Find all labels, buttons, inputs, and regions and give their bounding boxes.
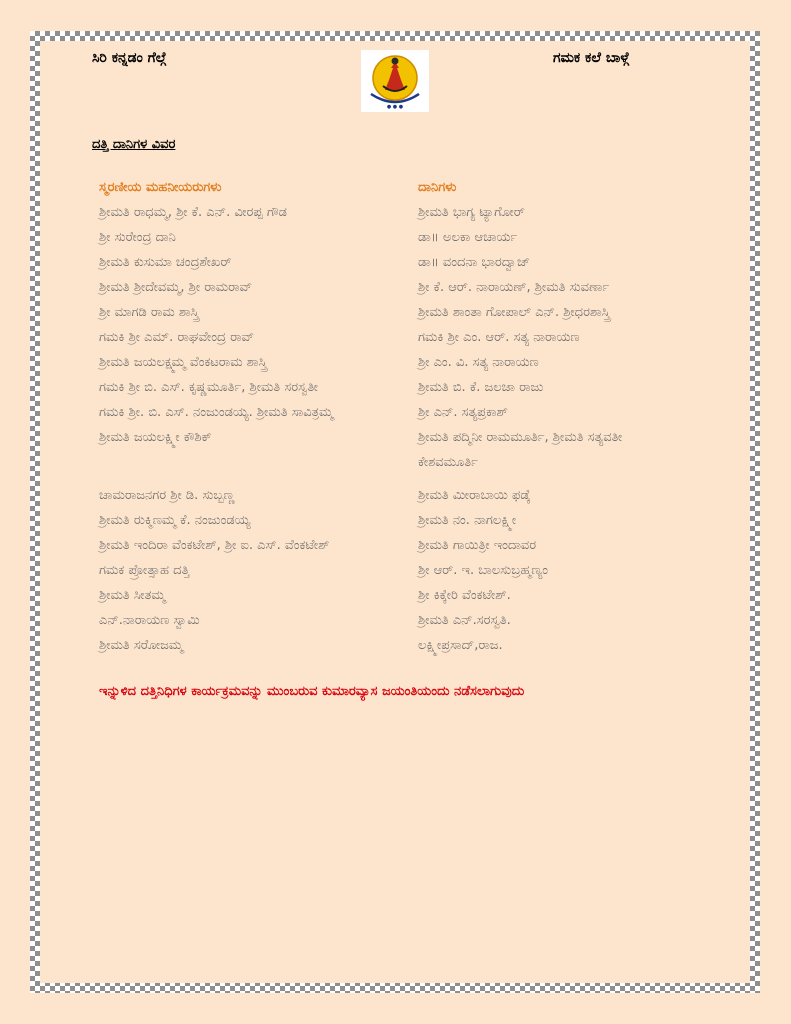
checkered-page-border: [30, 31, 760, 993]
memorial-name: ಗಮಕಿ ಶ್ರೀ. ಬಿ. ಎಸ್. ನಂಜುಂಡಯ್ಯ. ಶ್ರೀಮತಿ ಸಾವಿತ್ರಮ್ಮ: [99, 405, 334, 420]
donor-name: ಗಮಕಿ ಶ್ರೀ ಎಂ. ಆರ್. ಸತ್ಯ ನಾರಾಯಣ: [418, 330, 580, 345]
donor-name: ಶ್ರೀಮತಿ ಶಾಂತಾ ಗೋಪಾಲ್ ಎನ್. ಶ್ರೀಧರಶಾಸ್ತ್ರಿ: [418, 305, 611, 320]
memorial-name: ಶ್ರೀಮತಿ ಜಯಲಕ್ಷ್ಮಮ್ಮ ವೆಂಕಟರಾಮ ಶಾಸ್ತ್ರಿ: [99, 355, 267, 370]
donor-name: ಶ್ರೀಮತಿ ಭಾಗ್ಯ ಟ್ಯಾಗೋರ್: [418, 205, 525, 220]
memorial-name: ಶ್ರೀ ಮಾಗಡಿ ರಾಮ ಶಾಸ್ತ್ರಿ: [99, 305, 199, 320]
donor-name: ಡಾ॥ ಅಲಕಾ ಆಚಾರ್ಯ: [418, 230, 518, 245]
donor-name: ಶ್ರೀಮತಿ ಗಾಯಿತ್ರೀ ಇಂದಾವರ: [418, 538, 537, 553]
donor-name: ಶ್ರೀ ಕೆ. ಆರ್. ನಾರಾಯಣ್, ಶ್ರೀಮತಿ ಸುವರ್ಣಾ: [418, 280, 610, 295]
memorial-name: ಶ್ರೀಮತಿ ಸೀತಮ್ಮ: [99, 588, 166, 603]
memorial-name: ಶ್ರೀಮತಿ ರಾಧಮ್ಮ, ಶ್ರೀ ಕೆ. ಎನ್. ವೀರಪ್ಪ ಗೌಡ: [99, 205, 287, 220]
donor-name: ಶ್ರೀಮತಿ ನಂ. ನಾಗಲಕ್ಷ್ಮೀ: [418, 513, 517, 528]
donor-name: ಶ್ರೀ ಕಿಕ್ಕೇರಿ ವೆಂಕಟೇಶ್.: [418, 588, 511, 603]
donor-name: ಶ್ರೀ ಎನ್. ಸತ್ಯಪ್ರಕಾಶ್: [418, 405, 508, 420]
memorial-name: ಶ್ರೀಮತಿ ರುಕ್ಮಿಣಮ್ಮ ಕೆ. ನಂಜುಂಡಯ್ಯ: [99, 513, 251, 528]
column-header-donors: ದಾನಿಗಳು: [418, 180, 457, 195]
memorial-name: ಗಮಕ ಪ್ರೋತ್ಸಾಹ ದತ್ತಿ: [99, 563, 190, 578]
donor-name: ಡಾ॥ ವಂದನಾ ಭಾರದ್ವಾಜ್: [418, 255, 530, 270]
donor-name: ಶ್ರೀ ಆರ್. ಇ. ಬಾಲಸುಬ್ರಹ್ಮಣ್ಯಂ: [418, 563, 549, 578]
memorial-name: ಶ್ರೀ ಸುರೇಂದ್ರ ದಾನಿ: [99, 230, 176, 245]
donor-name: ಶ್ರೀಮತಿ ಪದ್ಮಿನೀ ರಾಮಮೂರ್ತಿ, ಶ್ರೀಮತಿ ಸತ್ಯವತೀ: [418, 430, 623, 445]
donor-name: ಶ್ರೀಮತಿ ಎನ್.ಸರಸ್ವತಿ.: [418, 613, 511, 628]
header-left-motto: ಸಿರಿ ಕನ್ನಡಂ ಗೆಲ್ಗೆ: [92, 50, 167, 66]
donor-name: ಶ್ರೀಮತಿ ಮೀರಾಬಾಯಿ ಫಡ್ಕೆ: [418, 488, 531, 503]
donor-name: ಶ್ರೀ ಎಂ. ವಿ. ಸತ್ಯ ನಾರಾಯಣ: [418, 355, 539, 370]
memorial-name: ಗಮಕಿ ಶ್ರೀ ಬಿ. ಎಸ್. ಕೃಷ್ಣಮೂರ್ತಿ, ಶ್ರೀಮತಿ ಸರಸ್ವತೀ: [99, 380, 318, 395]
emblem-icon: [361, 50, 429, 112]
memorial-name: ಎನ್.ನಾರಾಯಣ ಸ್ವಾಮಿ: [99, 613, 200, 628]
donor-name: ಕೇಶವಮೂರ್ತಿ: [418, 455, 478, 470]
memorial-name: ಚಾಮರಾಜನಗರ ಶ್ರೀ ಡಿ. ಸುಬ್ಬಣ್ಣ: [99, 488, 235, 503]
footer-announcement: ಇನ್ನುಳಿದ ದತ್ತಿನಿಧಿಗಳ ಕಾರ್ಯಕ್ರಮವನ್ನು ಮುಂಬರುವ ಕುಮಾರವ್ಯಾಸ ಜಯಂತಿಯಂದು ನಡೆಸಲಾಗುವುದು: [99, 684, 525, 699]
donor-name: ಶ್ರೀಮತಿ ಬಿ. ಕೆ. ಜಲಜಾ ರಾಜು: [418, 380, 544, 395]
memorial-name: ಶ್ರೀಮತಿ ಇಂದಿರಾ ವೆಂಕಟೇಶ್, ಶ್ರೀ ಐ. ಎಸ್. ವೆಂಕಟೇಶ್: [99, 538, 330, 553]
memorial-name: ಶ್ರೀಮತಿ ಶ್ರೀದೇವಮ್ಮ, ಶ್ರೀ ರಾಮರಾವ್: [99, 280, 253, 295]
memorial-name: ಶ್ರೀಮತಿ ಕುಸುಮಾ ಚಂದ್ರಶೇಖರ್: [99, 255, 232, 270]
memorial-name: ಶ್ರೀಮತಿ ಸರೋಜಮ್ಮ: [99, 638, 184, 653]
column-header-memorial: ಸ್ಮರಣೀಯ ಮಹನೀಯರುಗಳು: [99, 180, 222, 195]
header-right-motto: ಗಮಕ ಕಲೆ ಬಾಳ್ಗೆ: [553, 50, 630, 66]
section-title: ದತ್ತಿ ದಾನಿಗಳ ವಿವರ: [92, 137, 176, 152]
memorial-name: ಶ್ರೀಮತಿ ಜಯಲಕ್ಷ್ಮೀ ಕೌಶಿಕ್: [99, 430, 212, 445]
donor-name: ಲಕ್ಷ್ಮೀಪ್ರಸಾದ್,ರಾಜ.: [418, 638, 503, 653]
memorial-name: ಗಮಕಿ ಶ್ರೀ ಎಮ್. ರಾಘವೇಂದ್ರ ರಾವ್: [99, 330, 255, 345]
svg-text:● ● ●: ● ● ●: [386, 104, 404, 110]
organization-logo: [361, 50, 429, 112]
